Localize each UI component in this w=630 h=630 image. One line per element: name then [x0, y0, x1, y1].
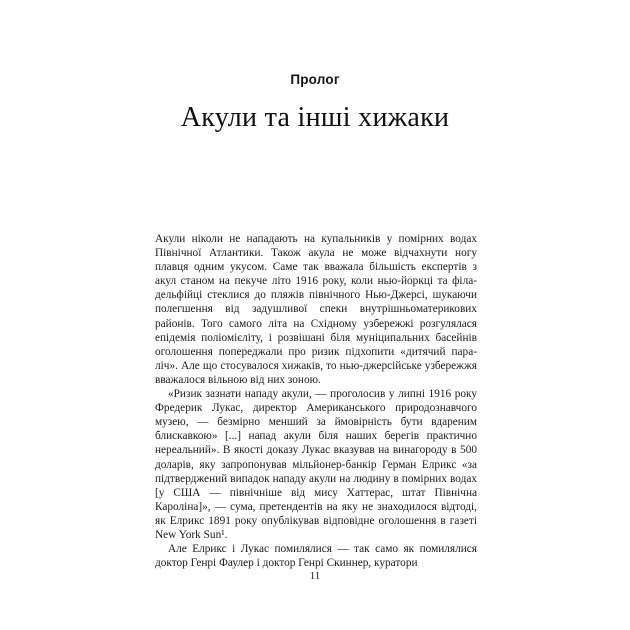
paragraph: Але Елрикс і Лукас помилялися — так само як помилялися доктор Генрі Фаулер і доктор Генрі Скиннер, куратори — [155, 543, 477, 570]
body-text — [155, 232, 477, 570]
chapter-label: Пролог — [290, 72, 340, 87]
paragraph: «Ризик зазнати нападу акули, — проголосив у липні 1916 року Фредерик Лукас, директор Американського природознавчого музею, — безмірно менший за ймовірність бути вдареним блискавкою» [...] напад акули біля наших берегів практично нереальний». В якості доказу Лукас вказував на винагороду в 500 доларів, яку запропонував мільйонер-банкір Герман Елрикс «за підтверджений випадок нападу акули на людину в помірних водах [у США — північніше від мису Хаттерас, штат Північна Кароліна]», — сума, претендентів на яку не знаходилося відтоді, як Елрикс 1891 року опублікував відповідне оголошення в газеті New York Sun¹. — [155, 388, 477, 541]
page-number: 11 — [309, 570, 321, 582]
paragraph: Акули ніколи не нападають на купальників у помірних водах Північної Атлантики. Також акула не може відчахнути ногу плавця одним укусом. Саме так вважала більшість експертів з акул станом на пекуче літо 1916 року, коли нью-йоркці та філадельфійці стеклися до пляжів північного Нью-Джерсі, шукаючи полегшення від задушливої спеки внутрішньоматерикових районів. Того самого літа на Східному узбережжі розгулялася епідемія поліомієліту, і розвішані біля муніципальних басейнів оголошення попереджали про ризик підхопити «дитячий параліч». Але що стосувалося хижаків, то нью-джерсійське узбережжя вважалося вільною від них зоною. — [155, 233, 477, 386]
chapter-header — [0, 0, 630, 135]
page-title: Акули та інші хижаки — [180, 102, 450, 133]
